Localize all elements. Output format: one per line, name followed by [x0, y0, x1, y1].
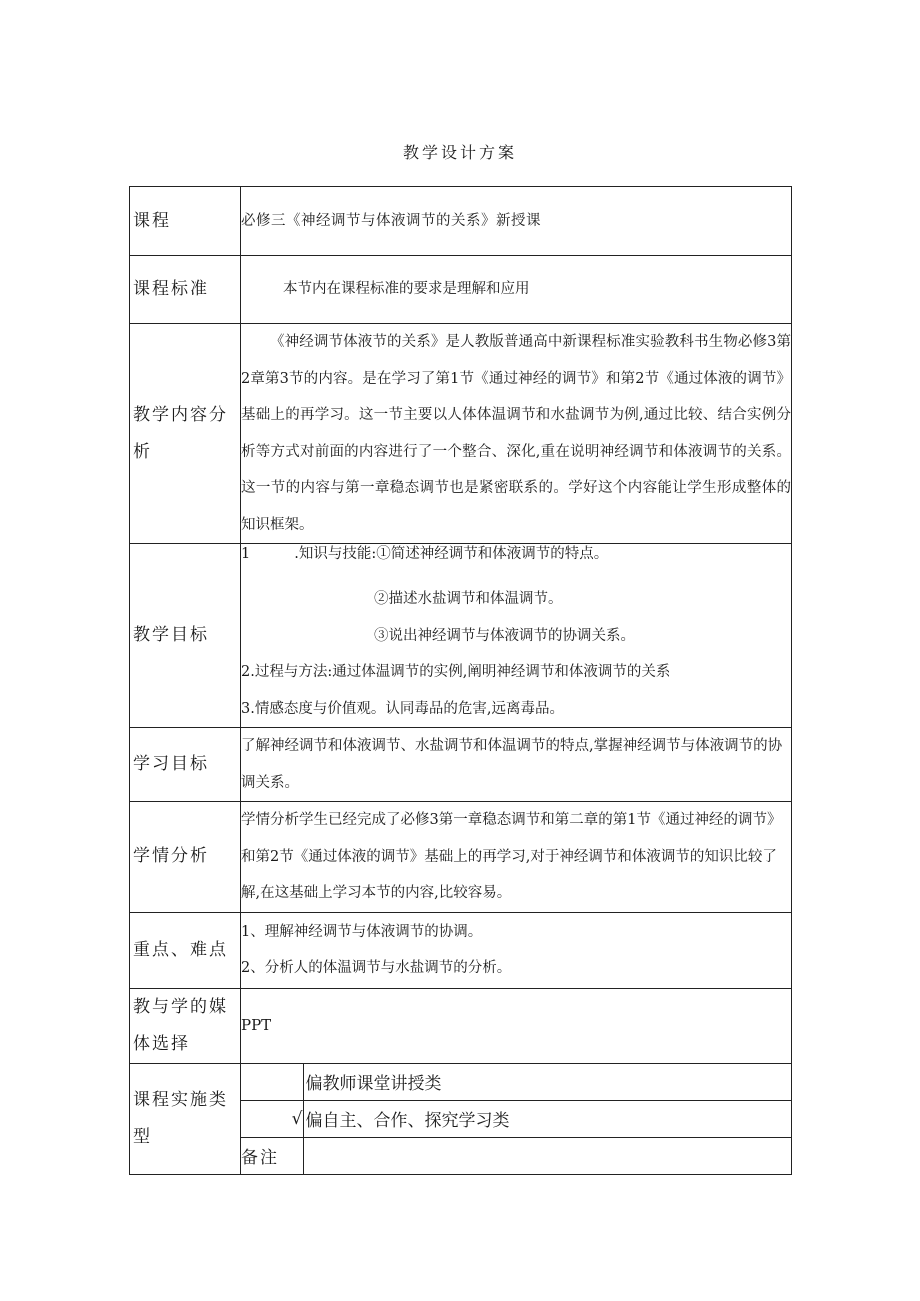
label-key-points: 重点、难点: [130, 912, 241, 988]
row-objectives: [130, 544, 792, 728]
course-type-cell: [241, 1063, 792, 1174]
row-standard: [130, 256, 792, 324]
row-course-type: [130, 1063, 792, 1174]
note-label: 备注: [241, 1137, 303, 1174]
label-learning-goals: 学习目标: [130, 728, 241, 802]
objective-1: [241, 544, 791, 564]
key-points-content: [241, 912, 792, 988]
label-standard: 课程标准: [130, 256, 241, 324]
objective-2: 2.过程与方法:通过体温调节的实例,阐明神经调节和体液调节的关系: [241, 664, 671, 680]
row-course: [130, 187, 792, 256]
option1-label: 偏教师课堂讲授类: [303, 1064, 791, 1101]
row-key-points: [130, 912, 792, 988]
option2-checkbox[interactable]: √: [241, 1100, 303, 1137]
objective-1-text: .知识与技能:①简述神经调节和体液调节的特点。: [294, 546, 609, 562]
note-value: [303, 1137, 791, 1174]
standard-value: 本节内在课程标准的要求是理解和应用: [241, 256, 792, 324]
lesson-plan-table: [129, 186, 792, 1175]
label-course: 课程: [130, 187, 241, 256]
option1-checkbox[interactable]: [241, 1064, 303, 1101]
row-media: [130, 988, 792, 1063]
media-value: PPT: [241, 988, 792, 1063]
label-student-analysis: 学情分析: [130, 802, 241, 913]
key-point-2: 2、分析人的体温调节与水盐调节的分析。: [241, 960, 512, 976]
content-analysis-text: 《神经调节体液节的关系》是人教版普通高中新课程标准实验教科书生物必修3第2章第3节的内容。是在学习了第1节《通过神经的调节》和第2节《通过体液的调节》基础上的再学习。这一节主要以人体体温调节和水盐调节为例,通过比较、结合实例分析等方式对前面的内容进行了一个整合、深化,重在说明神经调节和体液调节的关系。这一节的内容与第一章稳态调节也是紧密联系的。学好这个内容能让学生形成整体的知识框架。: [241, 324, 792, 544]
learning-goals-text: 了解神经调节和体液调节、水盐调节和体温调节的特点,掌握神经调节与体液调节的协调关系。: [241, 728, 792, 802]
course-type-options: [241, 1064, 791, 1174]
label-media: 教与学的媒体选择: [130, 988, 241, 1063]
objectives-content: [241, 544, 792, 728]
option2-label: 偏自主、合作、探究学习类: [303, 1100, 791, 1137]
row-content-analysis: [130, 324, 792, 544]
course-value: 必修三《神经调节与体液调节的关系》新授课: [241, 187, 792, 256]
label-content-analysis: 教学内容分析: [130, 324, 241, 544]
key-point-1: 1、理解神经调节与体液调节的协调。: [241, 923, 483, 940]
label-course-type: 课程实施类型: [130, 1063, 241, 1174]
row-student-analysis: [130, 802, 792, 913]
objective-3: 3.情感态度与价值观。认同毒品的危害,远离毒品。: [241, 700, 564, 717]
document-title: 教学设计方案: [402, 143, 517, 162]
row-learning-goals: [130, 728, 792, 802]
objective-1b: ②描述水盐调节和体温调节。: [374, 591, 563, 607]
label-objectives: 教学目标: [130, 544, 241, 728]
objective-1c: ③说出神经调节与体液调节的协调关系。: [374, 627, 635, 644]
student-analysis-text: 学情分析学生已经完成了必修3第一章稳态调节和第二章的第1节《通过神经的调节》和第2节《通过体液的调节》基础上的再学习,对于神经调节和体液调节的知识比较了解,在这基础上学习本节的内容,比较容易。: [241, 802, 792, 913]
objective-1-number: 1: [241, 546, 251, 562]
